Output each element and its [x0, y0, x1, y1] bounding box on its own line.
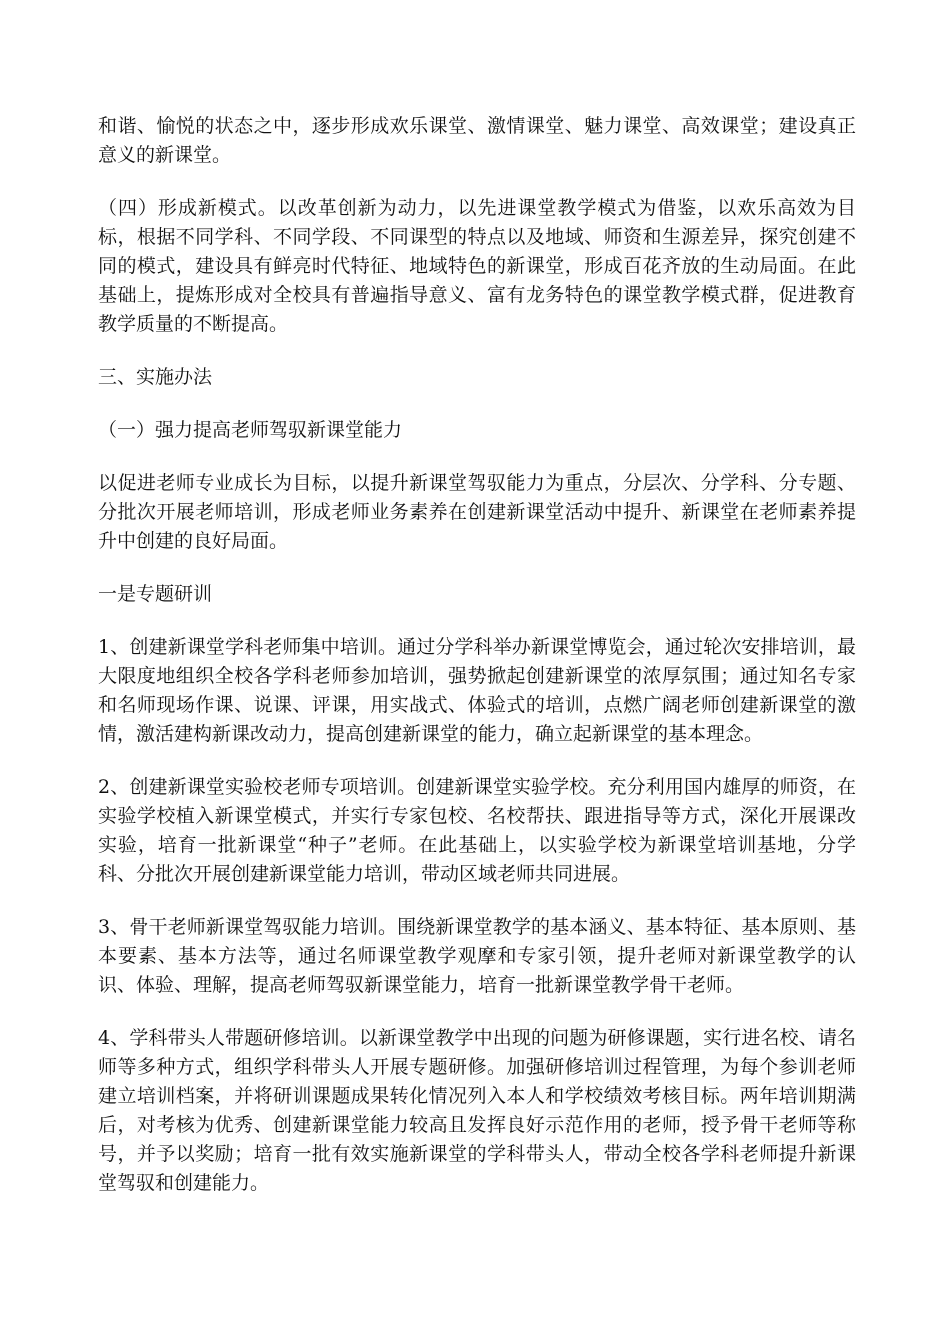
paragraph-new-model: （四）形成新模式。以改革创新为动力，以先进课堂教学模式为借鉴，以欢乐高效为目标，根据不同学科、不同学段、不同课型的特点以及地域、师资和生源差异，探究创建不同的模式，建设具有鲜亮时代特征、地域特色的新课堂，形成百花齐放的生动局面。在此基础上，提炼形成对全校具有普遍指导意义、富有龙务特色的课堂教学模式群，促进教育教学质量的不断提高。	[98, 197, 856, 335]
subheading-topic-training: 一是专题研训	[98, 583, 213, 605]
list-item-1: 1、创建新课堂学科老师集中培训。通过分学科举办新课堂博览会，通过轮次安排培训，最大限度地组织全校各学科老师参加培训，强势掀起创建新课堂的浓厚氛围；通过知名专家和名师现场作课、说课、评课，用实战式、体验式的培训，点燃广阔老师创建新课堂的激情，激活建构新课改动力，提高创建新课堂的能力，确立起新课堂的基本理念。	[98, 636, 856, 745]
subsection-heading-teacher-ability: （一）强力提高老师驾驭新课堂能力	[98, 419, 403, 441]
paragraph-continuation: 和谐、愉悦的状态之中，逐步形成欢乐课堂、激情课堂、魅力课堂、高效课堂；建设真正意义的新课堂。	[98, 115, 856, 166]
paragraph-teacher-training-goal: 以促进老师专业成长为目标，以提升新课堂驾驭能力为重点，分层次、分学科、分专题、分批次开展老师培训，形成老师业务素养在创建新课堂活动中提升、新课堂在老师素养提升中创建的良好局面。	[98, 472, 856, 552]
list-item-4: 4、学科带头人带题研修培训。以新课堂教学中出现的问题为研修课题，实行进名校、请名师等多种方式，组织学科带头人开展专题研修。加强研修培训过程管理，为每个参训老师建立培训档案，并将研训课题成果转化情况列入本人和学校绩效考核目标。两年培训期满后，对考核为优秀、创建新课堂能力较高且发挥良好示范作用的老师，授予骨干老师等称号，并予以奖励；培育一批有效实施新课堂的学科带头人，带动全校各学科老师提升新课堂驾驭和创建能力。	[98, 1027, 856, 1194]
list-item-2: 2、创建新课堂实验校老师专项培训。创建新课堂实验学校。充分利用国内雄厚的师资，在实验学校植入新课堂模式，并实行专家包校、名校帮扶、跟进指导等方式，深化开展课改实验，培育一批新课堂“种子”老师。在此基础上，以实验学校为新课堂培训基地，分学科、分批次开展创建新课堂能力培训，带动区域老师共同进展。	[98, 776, 856, 885]
list-item-3: 3、骨干老师新课堂驾驭能力培训。围绕新课堂教学的基本涵义、基本特征、基本原则、基本要素、基本方法等，通过名师课堂教学观摩和专家引领，提升老师对新课堂教学的认识、体验、理解，提高老师驾驭新课堂能力，培育一批新课堂教学骨干老师。	[98, 916, 856, 996]
section-heading-implementation: 三、实施办法	[98, 366, 213, 388]
document-page	[98, 112, 856, 1222]
